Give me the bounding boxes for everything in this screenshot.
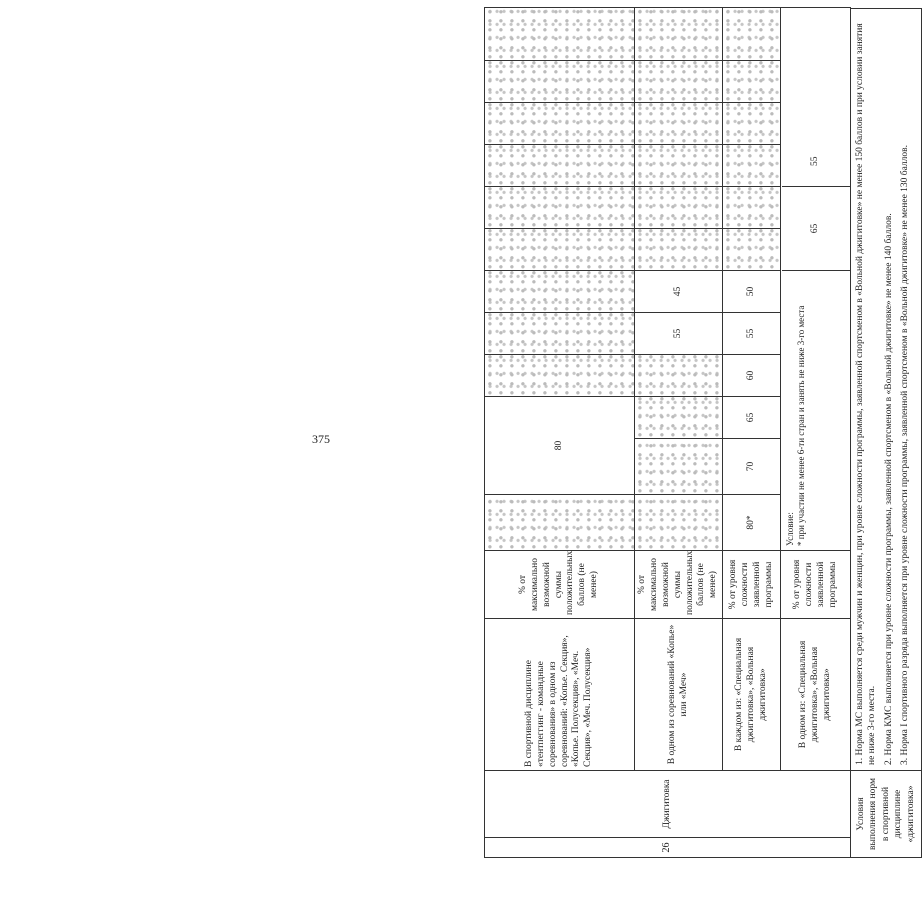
value-cell (635, 103, 723, 145)
inline-condition-title: Условие: (784, 512, 795, 546)
discipline-name: Джигитовка (485, 771, 851, 838)
event-description: В каждом из: «Специальная джигитовка», «Вольная джигитовка» (723, 619, 781, 771)
table-row (485, 8, 635, 858)
inline-condition-text: * при участии не менее 6-ти стран и занять не ниже 3-го места (795, 305, 806, 546)
rotated-standards-table (484, 8, 916, 858)
value-cell (723, 187, 781, 229)
criterion: % от уровня сложности заявленной программы (781, 551, 851, 619)
value-cell: 65 (782, 186, 850, 270)
value-cell (635, 8, 723, 61)
value-cell: 65 (723, 397, 781, 439)
standards-table (484, 7, 851, 858)
value-cell: 55 (809, 156, 820, 166)
criterion: % от максимально возможной суммы положительных баллов (не менее) (485, 551, 635, 619)
condition-item: 3. Норма I спортивного разряда выполняется при уровне сложности программы, заявленной спортсменом в «Вольной джигитовке» не менее 130 баллов. (900, 144, 911, 765)
value-cell (485, 229, 635, 271)
value-cell (485, 313, 635, 355)
conditions-label: Условия выполнения норм в спортивной дисциплине «джигитовка» (851, 770, 921, 857)
event-description: В одном из: «Специальная джигитовка», «Вольная джигитовка» (781, 619, 851, 771)
value-cell (635, 229, 723, 271)
value-cell: 45 (635, 271, 723, 313)
event-description: В спортивной дисциплине «тентпеггинг - командные соревнования» в одном из соревнований: «Копье. Секция», «Копье. Полусекция», «Меч. Секция», «Меч. Полусекция» (485, 619, 635, 771)
value-cell: 70 (723, 439, 781, 495)
value-cell (485, 495, 635, 551)
value-cell: 55 (723, 313, 781, 355)
value-cell (635, 187, 723, 229)
value-cell: 60 (723, 355, 781, 397)
value-cell: 80 (485, 397, 635, 495)
value-cell (485, 103, 635, 145)
criterion: % от уровня сложности заявленной программы (723, 551, 781, 619)
page-number: 375 (312, 432, 330, 446)
value-cell (723, 145, 781, 187)
value-cell (485, 61, 635, 103)
value-cell: 80* (723, 495, 781, 551)
condition-item: 2. Норма КМС выполняется при уровне сложности программы, заявленной спортсменом в «Вольной джигитовке» не менее 140 баллов. (883, 213, 894, 765)
row-number: 26 (485, 838, 851, 858)
criterion: % от максимально возможной суммы положительных баллов (не менее) (635, 551, 723, 619)
value-cell: 55 (635, 313, 723, 355)
conditions-block (851, 8, 922, 858)
value-cell (635, 145, 723, 187)
value-cell (635, 495, 723, 551)
value-cell (485, 187, 635, 229)
value-cell (485, 8, 635, 61)
value-cell (635, 355, 723, 397)
value-cell (635, 61, 723, 103)
value-cell (485, 271, 635, 313)
value-cell (723, 61, 781, 103)
value-cell (723, 8, 781, 61)
value-cell (723, 103, 781, 145)
value-cell (635, 439, 723, 495)
table-row (635, 8, 723, 858)
condition-item: 1. Норма МС выполняется среди мужчин и женщин, при уровне сложности программы, заявленной спортсменом в «Вольной джигитовке» не менее 150 баллов и при условии занятия не ниже 3-го места. (855, 23, 878, 765)
event-description: В одном из соревнований «Копье» или «Меч» (635, 619, 723, 771)
table-row (723, 8, 781, 858)
value-cell (723, 229, 781, 271)
inline-condition (782, 270, 850, 550)
value-cell: 50 (723, 271, 781, 313)
condition-and-values (781, 8, 851, 551)
value-cell (485, 145, 635, 187)
value-cell (635, 397, 723, 439)
value-cell (485, 355, 635, 397)
conditions-text (851, 9, 921, 770)
table-row (781, 8, 851, 858)
